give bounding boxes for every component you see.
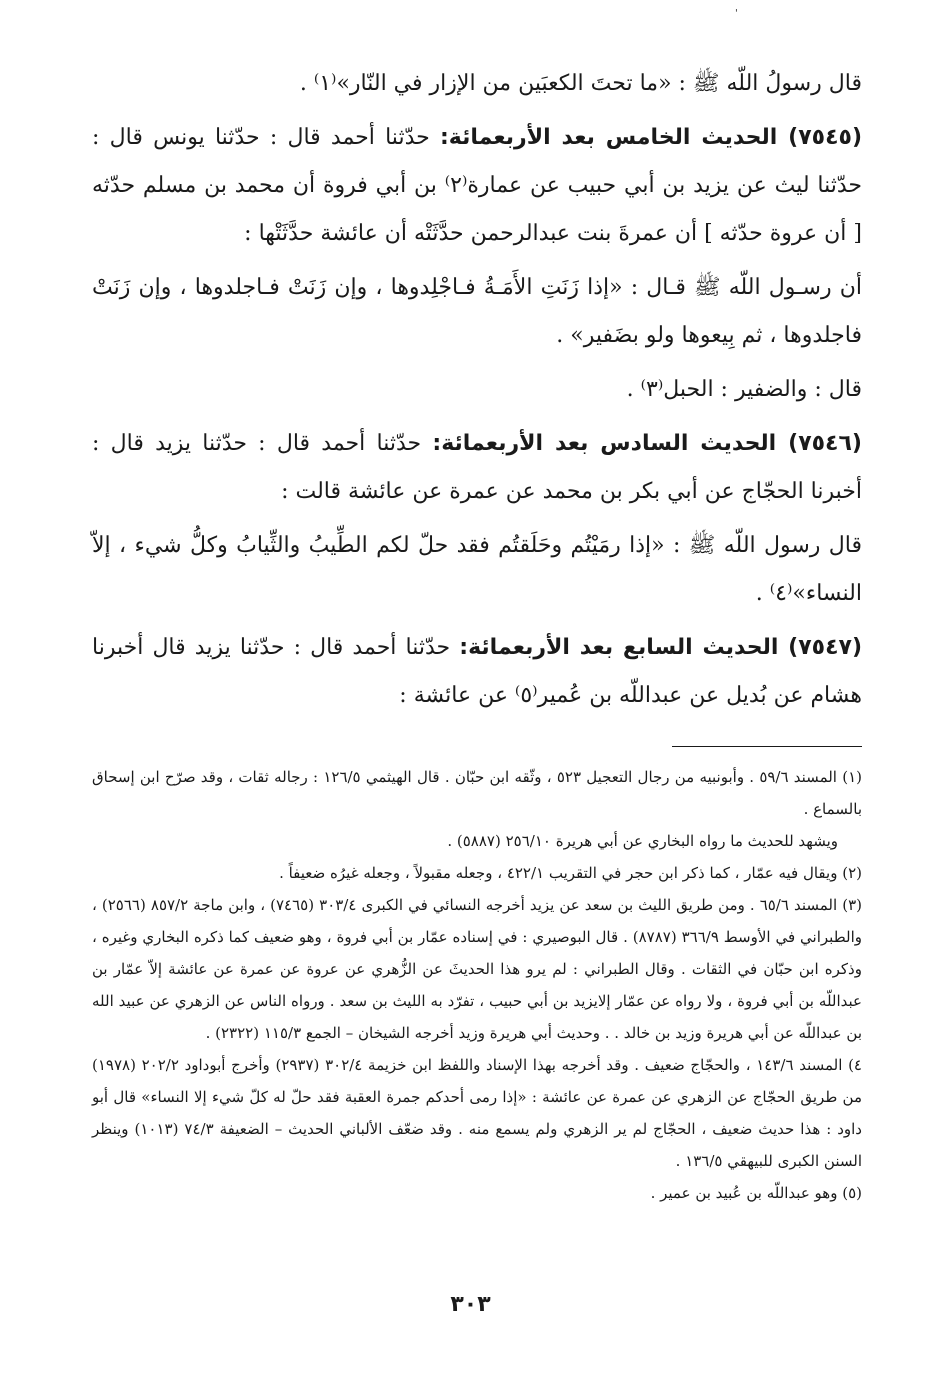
hadith-7545-matn: أن رسـول اللّه ﷺ قـال : «إذا زَنَتِ الأَمَـةُ فـاجْلِدوها ، وإن زَنَتْ فـاجلدوها ، وإن زَنَتْ فاجلدوها ، ثم بِيعوها ولو بضَفير» . [92,275,862,348]
footnote-2: (٢) ويقال فيه عمّار ، كما ذكر ابن حجر في التقريب ٤٢٢/١ ، وجعله مقبولاً ، وجعله غيرُه ضعيفاً . [279,864,862,882]
page-number: ٣٠٣ [450,1292,491,1317]
hadith-7545-heading: (٧٥٤٥) الحديث الخامس بعد الأربعمائة: [439,125,862,150]
hadith-7547-isnad: حدّثنا أحمد قال : حدّثنا يزيد قال أخبرنا هشام عن بُديل عن عبداللّه بن عُمير⁽٥⁾ عن عائشة : [92,635,862,708]
hadith-7547-heading: (٧٥٤٧) الحديث السابع بعد الأربعمائة: [459,635,862,660]
footnote-4: ٤) المسند ١٤٣/٦ ، والحجّاج ضعيف . وقد أخرجه بهذا الإسناد واللفظ ابن خزيمة ٣٠٢/٤ (٢٩٣٧) وأخرج أبوداود ٢٠٢/٢ (١٩٧٨) من طريق الحجّاج عن الزهري عن عمرة عن عائشة : «إذا رمى أحدكم جمرة العقبة فقد حلّ له كلّ شيء إلا النساء» قال أبو داود : هذا حديث ضعيف ، الحجّاج لم ير الزهري ولم يسمع منه . وقد ضعّف الألباني الحديث – الضعيفة ٧٤/٣ (١٠١٣) وينظر السنن الكبرى للبيهقي ١٣٦/٥ . [92,1056,862,1170]
hadith-7547 [92,624,862,720]
footnote-3: (٣) المسند ٦٥/٦ . ومن طريق الليث بن سعد عن يزيد أخرجه النسائي في الكبرى ٣٠٣/٤ (٧٤٦٥) ، وابن ماجة ٨٥٧/٢ (٢٥٦٦) ، والطبراني في الأوسط ٣٦٦/٩ (٨٧٨٧) . قال البوصيري : في إسناده عمّار بن أبي فروة ، وهو ضعيف كما ذكره البخاري وغيره ، وذكره ابن حبّان في الثقات . وقال الطبراني : لم يرو هذا الحديثَ عن الزُّهري عن عروة عن عمرة عن عائشة إلاّ عمّار بن عبداللّه بن أبي فروة ، ولا رواه عن عمّار إلايزيد بن أبي حبيب ، تفرّد به الليث بن سعد . ورواه الناس عن الزهري عن عبيد الله بن عبداللّه عن أبي هريرة وزيد بن خالد . . وحديث أبي هريرة وزيد أخرجه الشيخان – الجمع ١١٥/٣ (٢٣٢٢) . [92,896,863,1042]
hadith-7546-matn: قال رسول اللّه ﷺ : «إذا رمَيْتُم وحَلَقتُم فقد حلّ لكم الطِّيبُ والثِّيابُ وكلُّ شيء ، إلاّ النساء»⁽٤⁾ . [92,533,862,606]
hadith-7545 [92,114,862,258]
main-text [92,60,862,720]
paragraph-1: قال رسولُ اللّه ﷺ : «ما تحتَ الكعبَين من الإزار في النّار»⁽١⁾ . [299,71,862,96]
footnotes [92,761,862,1209]
hadith-7546-isnad: حدّثنا أحمد قال : حدّثنا يزيد قال : أخبرنا الحجّاج عن أبي بكر بن محمد عن عمرة عن عائشة قالت : [92,431,862,504]
hadith-7546 [92,420,862,516]
footnote-1-continued: ويشهد للحديث ما رواه البخاري عن أبي هريرة ٢٥٦/١٠ (٥٨٨٧) . [447,832,838,850]
page-body [92,60,862,1209]
footnote-5: (٥) وهو عبداللّه بن عُبيد بن عمير . [650,1184,862,1202]
footnote-1: (١) المسند ٥٩/٦ . وأبونبيه من رجال التعجيل ٥٢٣ ، وثّقه ابن حبّان . قال الهيثمي ١٢٦/٥ : رجاله ثقات ، وقد صرّح ابن إسحاق بالسماع . [92,768,862,818]
hadith-7545-isnad: حدّثنا أحمد قال : حدّثنا يونس قال : حدّثنا ليث عن يزيد بن أبي حبيب عن عمارة⁽٢⁾ بن أبي فروة أن محمد بن مسلم حدّثه [ أن عروة حدّثه ] أن عمرةَ بنت عبدالرحمن حدَّثَتْه أن عائشة حدَّثَتْها : [92,125,862,246]
footnote-separator [672,746,862,747]
page-corner-mark: ' [735,8,738,19]
hadith-7546-heading: (٧٥٤٦) الحديث السادس بعد الأربعمائة: [432,431,862,456]
hadith-7545-gloss: قال : والضفير : الحبل⁽٣⁾ . [626,377,862,402]
